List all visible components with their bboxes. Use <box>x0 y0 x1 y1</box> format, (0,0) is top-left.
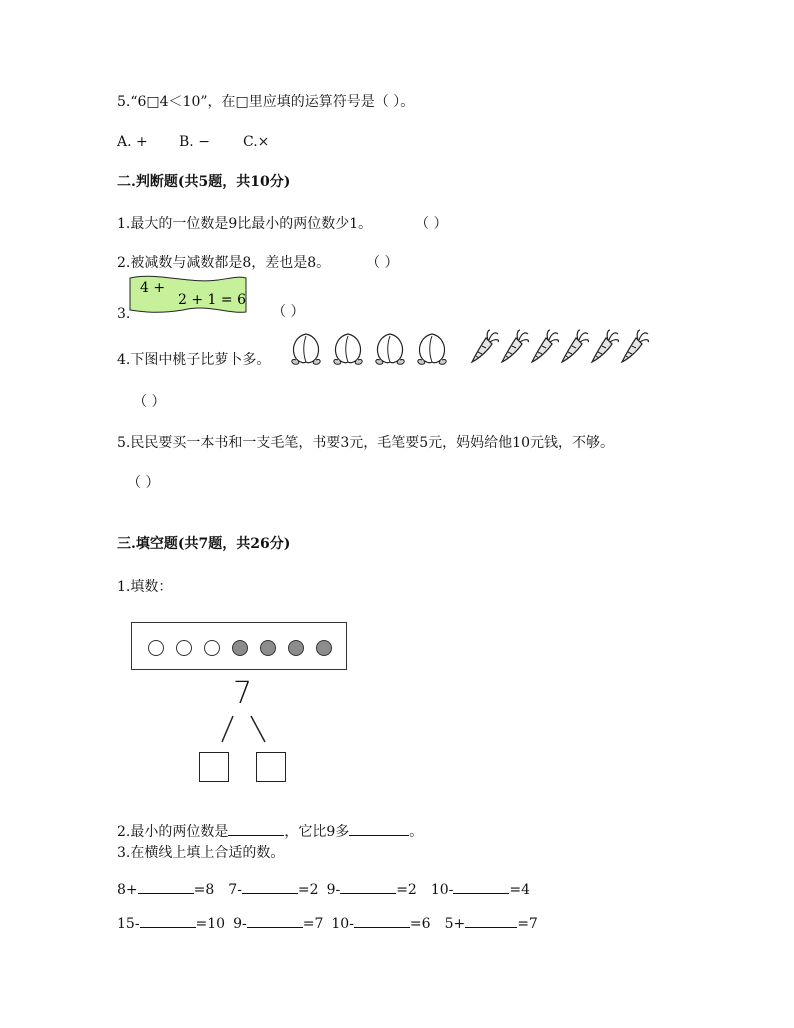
empty-dot <box>176 640 192 656</box>
judge-item-5: 5.民民要买一本书和一支毛笔，书要3元，毛笔要5元，妈妈给他10元钱，不够。 <box>117 435 614 451</box>
option-c: C.× <box>243 134 270 150</box>
eq-prefix: 10- <box>430 882 454 898</box>
eq-prefix: 9- <box>326 882 341 898</box>
fill-item-2-part2: ，它比9多 <box>284 824 350 840</box>
peach-icon <box>334 334 362 364</box>
answer-blank[interactable] <box>349 823 409 836</box>
empty-dot <box>148 640 164 656</box>
eq-prefix: 9- <box>233 916 247 932</box>
equation-row-1 <box>117 881 530 899</box>
eq-suffix: =8 <box>193 882 215 898</box>
eq-prefix: 5+ <box>444 916 466 932</box>
eq-suffix: =7 <box>302 916 324 932</box>
carrot-icon <box>472 330 499 362</box>
peach-carrot-picture <box>288 328 660 366</box>
answer-blank[interactable] <box>138 881 194 894</box>
option-b: B. − <box>179 134 210 150</box>
filled-dot <box>232 640 248 656</box>
eq-prefix: 15- <box>117 916 140 932</box>
eq-prefix: 8+ <box>117 882 138 898</box>
card-part-2: 2 + 1 = 6 <box>178 292 246 308</box>
answer-paren-3: （ ） <box>272 304 305 320</box>
eq-suffix: =4 <box>509 882 531 898</box>
answer-blank[interactable] <box>242 881 298 894</box>
carrot-icon <box>562 330 589 362</box>
eq-suffix: =10 <box>195 916 226 932</box>
section-3-heading: 三.填空题(共7题，共26分) <box>117 536 291 552</box>
eq-suffix: =2 <box>396 882 417 898</box>
number-bond-left-box[interactable] <box>199 752 229 782</box>
judge-item-3: 3. <box>117 306 131 322</box>
answer-blank[interactable] <box>453 881 509 894</box>
empty-dot <box>204 640 220 656</box>
eq-prefix: 7- <box>228 882 242 898</box>
answer-blank[interactable] <box>465 915 517 928</box>
eq-prefix: 10- <box>331 916 354 932</box>
peach-icon <box>292 334 320 364</box>
option-a: A. + <box>117 134 148 150</box>
eq-suffix: =6 <box>409 916 431 932</box>
number-bond-total: 7 <box>233 676 253 711</box>
judge-item-4: 4.下图中桃子比萝卜多。 <box>117 352 271 368</box>
answer-paren-1: （ ） <box>415 216 448 232</box>
answer-paren-2: （ ） <box>366 255 399 271</box>
peach-icon <box>418 334 446 364</box>
fill-item-3: 3.在横线上填上合适的数。 <box>117 845 285 861</box>
fill-item-2-part3: 。 <box>409 824 424 840</box>
question-5-text: 5.“6□4＜10”，在□里应填的运算符号是（ ）。 <box>117 94 415 110</box>
number-bond-right-box[interactable] <box>256 752 286 782</box>
judge-item-2: 2.被减数与减数都是8，差也是8。 <box>117 255 331 271</box>
filled-dot <box>316 640 332 656</box>
answer-blank[interactable] <box>354 915 410 928</box>
answer-blank[interactable] <box>247 915 303 928</box>
counter-dot-box <box>131 622 347 670</box>
carrot-icon <box>532 330 559 362</box>
eq-suffix: =2 <box>297 882 319 898</box>
carrot-icon <box>592 330 619 362</box>
judge-item-1: 1.最大的一位数是9比最小的两位数少1。 <box>117 216 373 232</box>
equation-row-2 <box>117 915 538 933</box>
answer-blank[interactable] <box>140 915 196 928</box>
carrot-icon <box>502 330 529 362</box>
answer-paren-4: （ ） <box>133 394 166 410</box>
answer-paren-5: （ ） <box>127 475 160 491</box>
fill-item-2-part1: 2.最小的两位数是 <box>117 824 229 840</box>
filled-dot <box>260 640 276 656</box>
eq-suffix: =7 <box>517 916 538 932</box>
carrot-icon <box>622 330 649 362</box>
peach-icon <box>376 334 404 364</box>
number-bond-lines <box>210 712 274 746</box>
fill-item-1: 1.填数： <box>117 579 173 595</box>
fill-item-2 <box>117 823 423 841</box>
answer-blank[interactable] <box>340 881 396 894</box>
equation-card <box>128 274 248 316</box>
filled-dot <box>288 640 304 656</box>
card-part-1: 4 + <box>140 280 166 296</box>
answer-blank[interactable] <box>228 823 284 836</box>
section-2-heading: 二.判断题(共5题，共10分) <box>117 174 291 190</box>
